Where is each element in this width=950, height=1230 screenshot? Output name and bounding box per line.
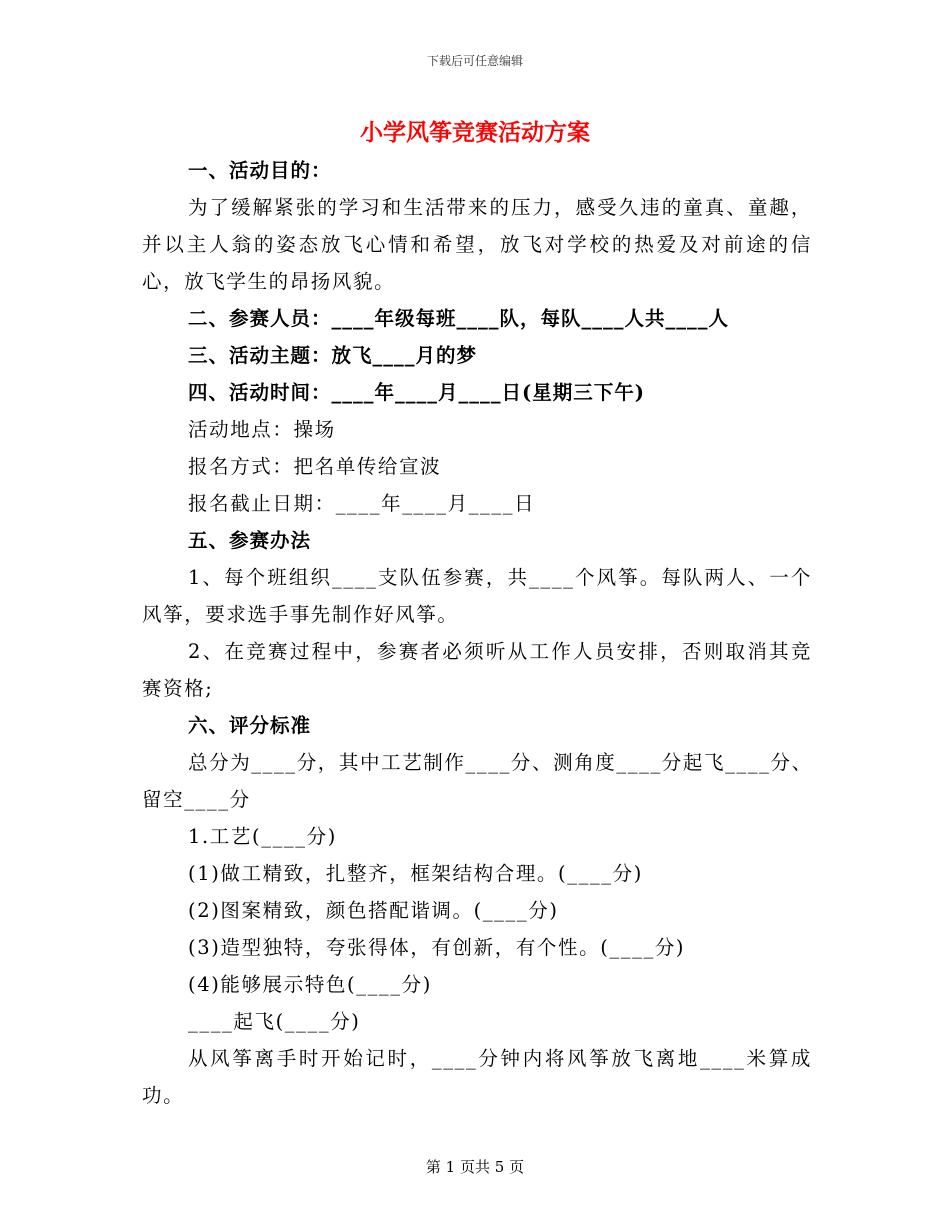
section-heading-scoring: 六、评分标准 bbox=[188, 714, 312, 737]
section-heading-time: 四、活动时间：____年____月____日(星期三下午) bbox=[188, 381, 645, 404]
paragraph-line: 并以主人翁的姿态放飞心情和希望，放飞对学校的热爱及对前途的信 bbox=[142, 233, 812, 256]
paragraph-line: 从风筝离手时开始记时，____分钟内将风筝放飞离地____米算成 bbox=[188, 1047, 812, 1070]
section-heading-participants: 二、参赛人员：____年级每班____队，每队____人共____人 bbox=[188, 307, 730, 330]
paragraph-line: 心，放飞学生的昂扬风貌。 bbox=[142, 270, 396, 293]
paragraph-line: 留空____分 bbox=[142, 788, 251, 811]
scoring-item: ____起飞(____分) bbox=[188, 1010, 361, 1033]
scoring-item: 1.工艺(____分) bbox=[188, 825, 337, 848]
paragraph-line: 2、在竞赛过程中，参赛者必须听从工作人员安排，否则取消其竞 bbox=[188, 640, 812, 663]
paragraph-line: 赛资格; bbox=[142, 677, 214, 700]
paragraph-line: 1、每个班组织____支队伍参赛，共____个风筝。每队两人、一个 bbox=[188, 566, 812, 589]
paragraph-line: 总分为____分，其中工艺制作____分、测角度____分起飞____分、 bbox=[188, 751, 813, 774]
registration-method: 报名方式：把名单传给宣波 bbox=[188, 455, 442, 478]
document-body bbox=[142, 152, 812, 1114]
header-note: 下载后可任意编辑 bbox=[426, 54, 523, 68]
paragraph-line: 功。 bbox=[142, 1084, 185, 1107]
scoring-item: (2)图案精致，颜色搭配谐调。(____分) bbox=[188, 899, 559, 922]
scoring-item: (4)能够展示特色(____分) bbox=[188, 973, 432, 996]
paragraph-line: 为了缓解紧张的学习和生活带来的压力，感受久违的童真、童趣， bbox=[188, 196, 812, 219]
activity-location: 活动地点：操场 bbox=[188, 418, 336, 441]
page-footer: 第 1 页共 5 页 bbox=[425, 1158, 525, 1176]
scoring-item: (1)做工精致，扎整齐，框架结构合理。(____分) bbox=[188, 862, 643, 885]
section-heading-theme: 三、活动主题：放飞____月的梦 bbox=[188, 344, 478, 367]
paragraph-line: 风筝，要求选手事先制作好风筝。 bbox=[142, 603, 459, 626]
document-title: 小学风筝竞赛活动方案 bbox=[360, 119, 590, 146]
scoring-item: (3)造型独特，夸张得体，有创新，有个性。(____分) bbox=[188, 936, 686, 959]
registration-deadline: 报名截止日期：____年____月____日 bbox=[188, 492, 536, 515]
section-heading-purpose: 一、活动目的： bbox=[188, 159, 332, 182]
section-heading-rules: 五、参赛办法 bbox=[188, 529, 312, 552]
